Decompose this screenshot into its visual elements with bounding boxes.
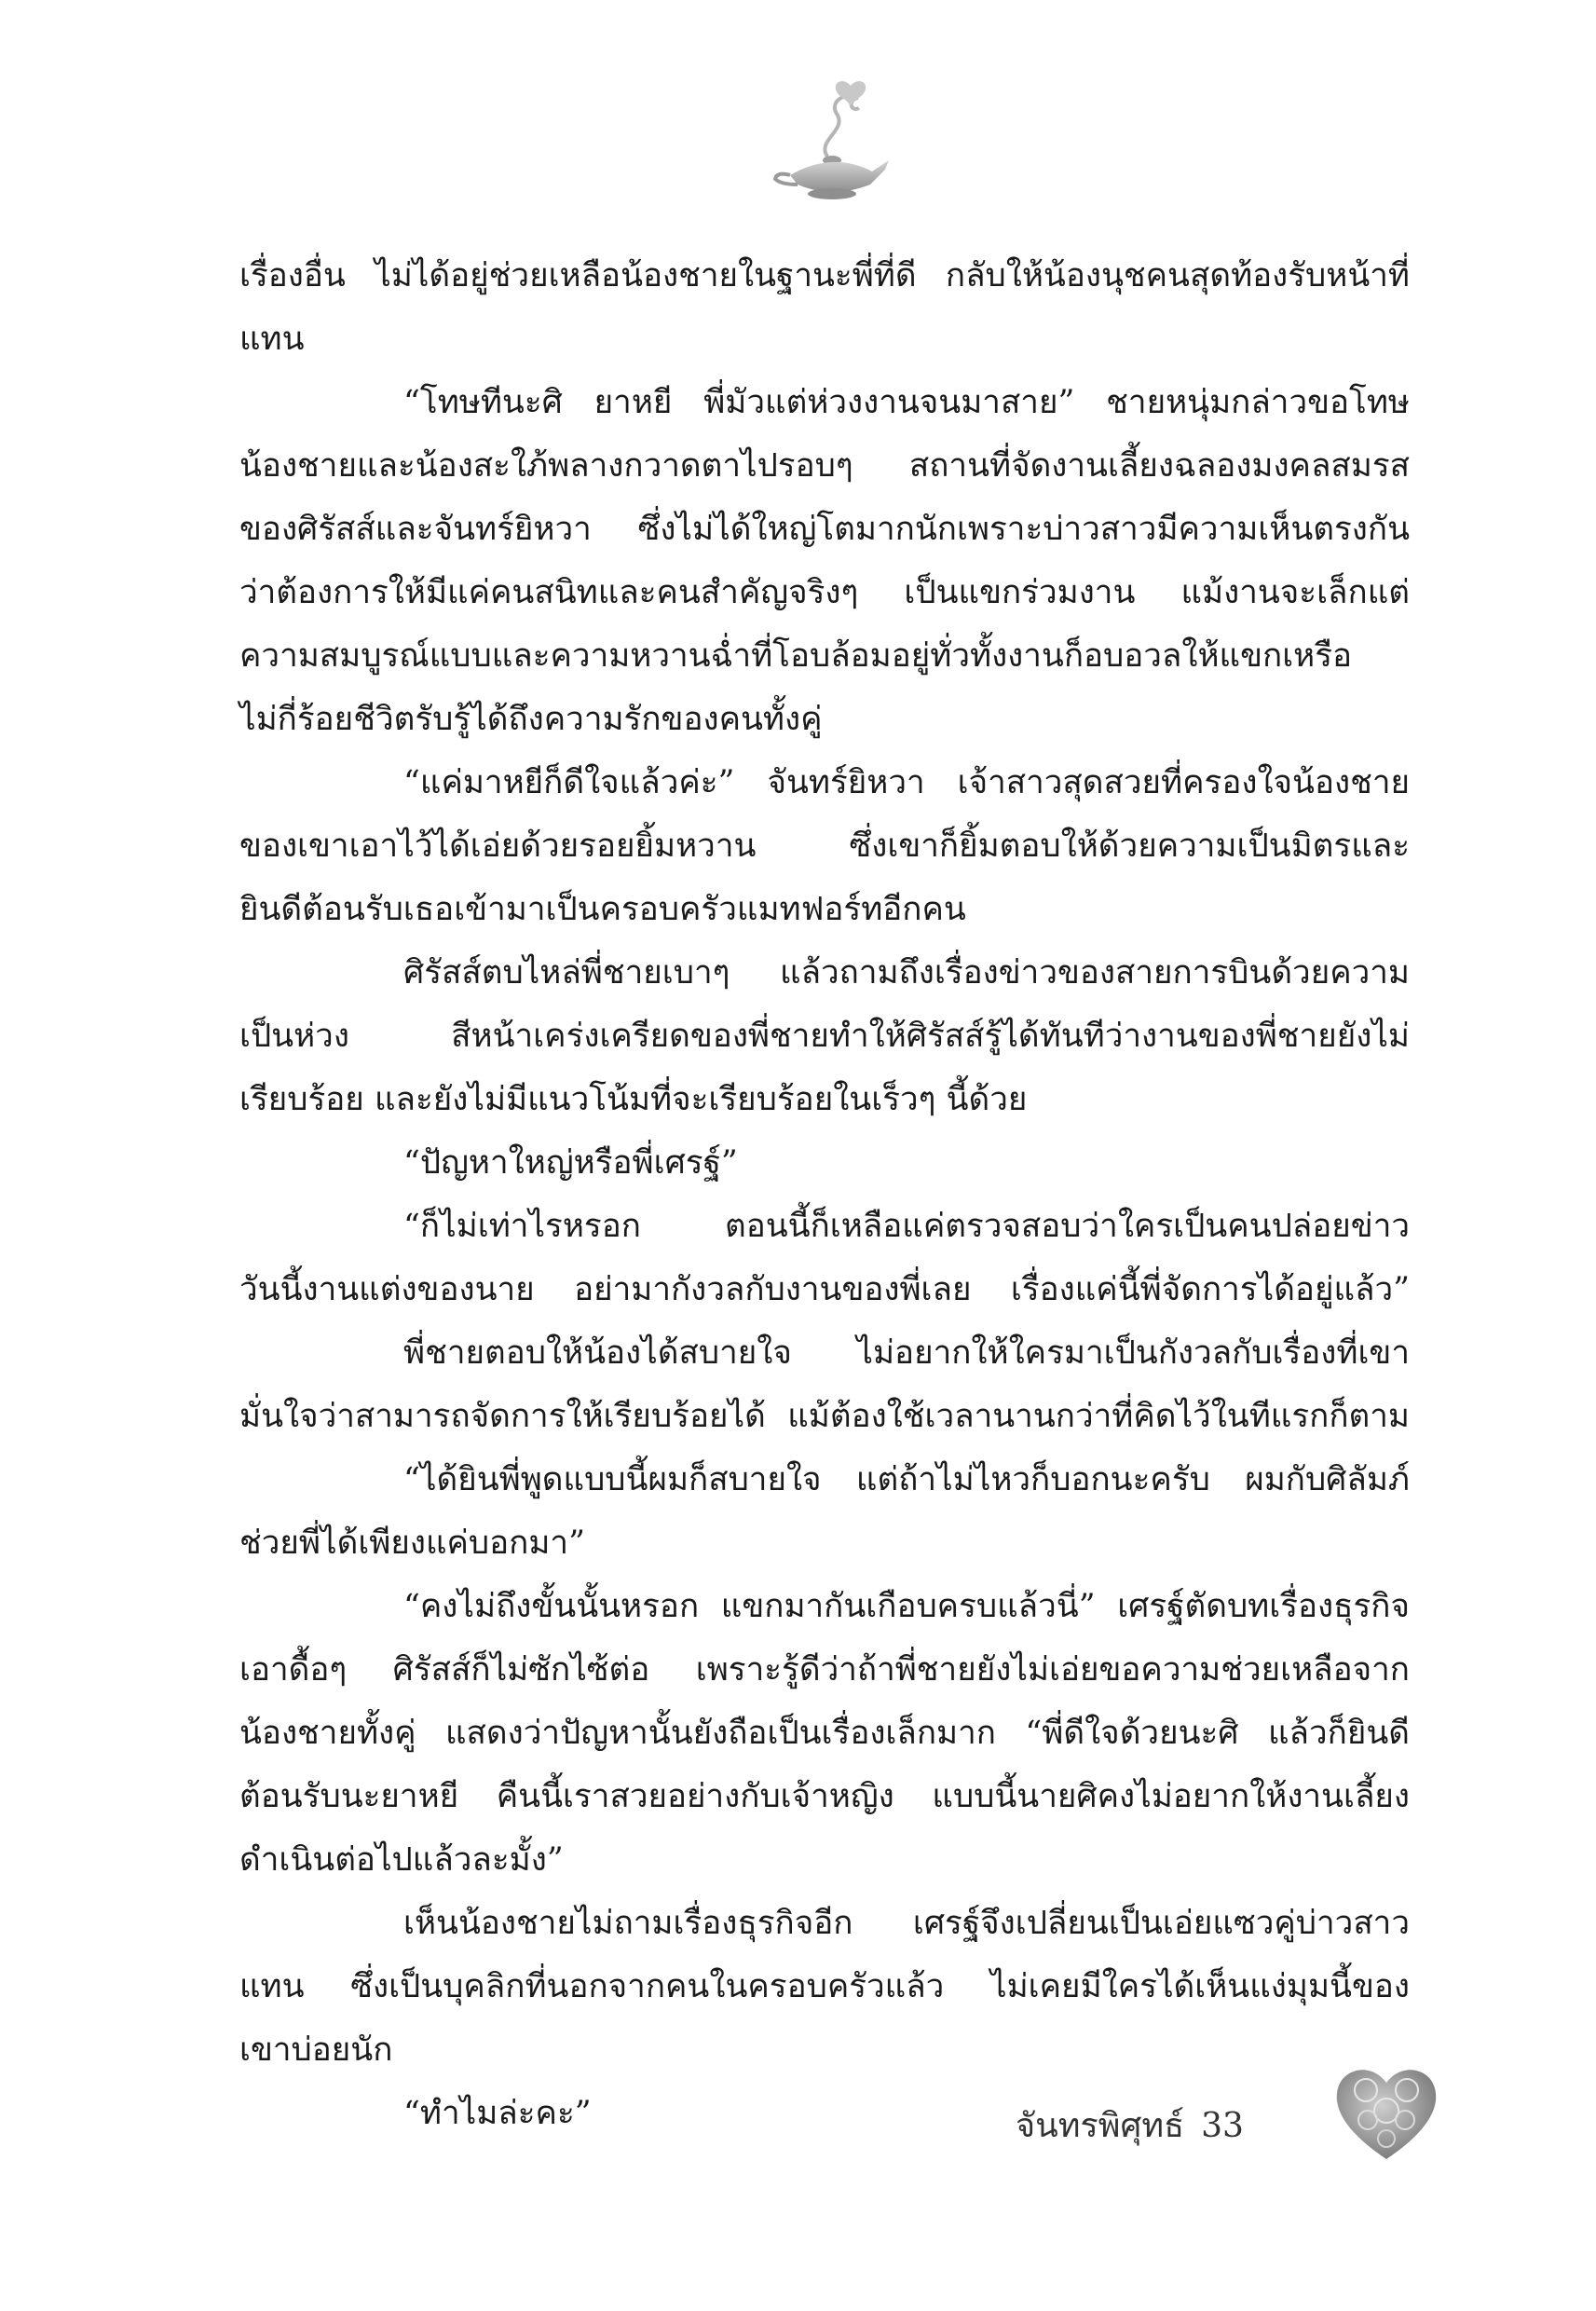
paragraph-line: “โทษทีนะศิ ยาหยี พี่มัวแต่ห่วงงานจนมาสาย” ชายหนุ่มกล่าวขอโทษ — [403, 384, 1410, 421]
paragraph-line: เห็นน้องชายไม่ถามเรื่องธุรกิจอีก เศรฐ์จึงเปลี่ยนเป็นเอ่ยแซวคู่บ่าวสาว — [403, 1905, 1410, 1942]
paragraph-line: ดำเนินต่อไปแล้วละมั้ง” — [239, 1841, 564, 1879]
paragraph-line: แทน — [239, 321, 305, 358]
paragraph-line: “ทำไมล่ะคะ” — [403, 2095, 592, 2132]
paragraph-line: น้องชายและน้องสะใภ้พลางกวาดตาไปรอบๆ สถานที่จัดงานเลี้ยงฉลองมงคลสมรส — [239, 447, 1410, 485]
paragraph-line: น้องชายทั้งคู่ แสดงว่าปัญหานั้นยังถือเป็นเรื่องเล็กมาก “พี่ดีใจด้วยนะศิ แล้วก็ยินดี — [239, 1715, 1410, 1752]
paragraph-line: ว่าต้องการให้มีแค่คนสนิทและคนสำคัญจริงๆ เป็นแขกร่วมงาน แม้งานจะเล็กแต่ — [239, 574, 1410, 611]
paragraph-line: “ปัญหาใหญ่หรือพี่เศรฐ์” — [403, 1144, 738, 1182]
paragraph-line: ช่วยพี่ได้เพียงแค่บอกมา” — [239, 1525, 585, 1562]
paragraph-line: เอาดื้อๆ ศิรัสส์ก็ไม่ซักไซ้ต่อ เพราะรู้ดีว่าถ้าพี่ชายยังไม่เอ่ยขอความช่วยเหลือจาก — [239, 1651, 1410, 1689]
paragraph-line: ยินดีต้อนรับเธอเข้ามาเป็นครอบครัวแมทฟอร์ทอีกคน — [239, 891, 966, 928]
page-number: 33 — [1201, 2107, 1244, 2145]
rose-heart-icon — [1330, 2055, 1442, 2167]
genie-lamp-icon — [762, 75, 902, 214]
paragraph-line: วันนี้งานแต่งของนาย อย่ามากังวลกับงานของพี่เลย เรื่องแค่นี้พี่จัดการได้อยู่แล้ว” — [239, 1271, 1410, 1308]
paragraph-line: ไม่กี่ร้อยชีวิตรับรู้ได้ถึงความรักของคนทั้งคู่ — [239, 701, 823, 738]
paragraph-line: ของเขาเอาไว้ได้เอ่ยด้วยรอยยิ้มหวาน ซึ่งเขาก็ยิ้มตอบให้ด้วยความเป็นมิตรและ — [239, 827, 1410, 865]
paragraph-line: ต้อนรับนะยาหยี คืนนี้เราสวยอย่างกับเจ้าหญิง แบบนี้นายศิคงไม่อยากให้งานเลี้ยง — [239, 1778, 1410, 1815]
paragraph-line: พี่ชายตอบให้น้องได้สบายใจ ไม่อยากให้ใครมาเป็นกังวลกับเรื่องที่เขา — [403, 1334, 1410, 1372]
paragraph-line: เป็นห่วง สีหน้าเคร่งเครียดของพี่ชายทำให้ศิรัสส์รู้ได้ทันทีว่างานของพี่ชายยังไม่ — [239, 1018, 1410, 1055]
paragraph-line: มั่นใจว่าสามารถจัดการให้เรียบร้อยได้ แม้ต้องใช้เวลานานกว่าที่คิดไว้ในทีแรกก็ตาม — [239, 1398, 1410, 1435]
body-text — [239, 244, 1410, 2145]
paragraph-line: เขาบ่อยนัก — [239, 2031, 393, 2069]
paragraph-line: เรื่องอื่น ไม่ได้อยู่ช่วยเหลือน้องชายในฐานะพี่ที่ดี กลับให้น้องนุชคนสุดท้องรับหน้าที่ — [239, 257, 1410, 294]
page-footer — [1016, 2099, 1323, 2152]
paragraph-line: “ได้ยินพี่พูดแบบนี้ผมก็สบายใจ แต่ถ้าไม่ไหวก็บอกนะครับ ผมกับศิลัมภ์ — [403, 1461, 1410, 1498]
paragraph-line: ความสมบูรณ์แบบและความหวานฉ่ำที่โอบล้อมอยู่ทั่วทั้งงานก็อบอวลให้แขกเหรือ — [239, 637, 1353, 675]
paragraph-line: ศิรัสส์ตบไหล่พี่ชายเบาๆ แล้วถามถึงเรื่องข่าวของสายการบินด้วยความ — [403, 954, 1410, 991]
paragraph-line: แทน ซึ่งเป็นบุคลิกที่นอกจากคนในครอบครัวแล้ว ไม่เคยมีใครได้เห็นแง่มุมนี้ของ — [239, 1968, 1410, 2005]
book-title: จันทรพิศุทธ์ — [1016, 2107, 1185, 2145]
paragraph-line: เรียบร้อย และยังไม่มีแนวโน้มที่จะเรียบร้อยในเร็วๆ นี้ด้วย — [239, 1081, 1028, 1118]
paragraph-line: “คงไม่ถึงขั้นนั้นหรอก แขกมากันเกือบครบแล้วนี่” เศรฐ์ตัดบทเรื่องธุรกิจ — [403, 1588, 1410, 1625]
paragraph-line: “ก็ไม่เท่าไรหรอก ตอนนี้ก็เหลือแค่ตรวจสอบว่าใครเป็นคนปล่อยข่าว — [403, 1208, 1410, 1245]
paragraph-line: ของศิรัสส์และจันทร์ยิหวา ซึ่งไม่ได้ใหญ่โตมากนักเพราะบ่าวสาวมีความเห็นตรงกัน — [239, 511, 1410, 548]
paragraph-line: “แค่มาหยีก็ดีใจแล้วค่ะ” จันทร์ยิหวา เจ้าสาวสุดสวยที่ครองใจน้องชาย — [403, 764, 1410, 801]
